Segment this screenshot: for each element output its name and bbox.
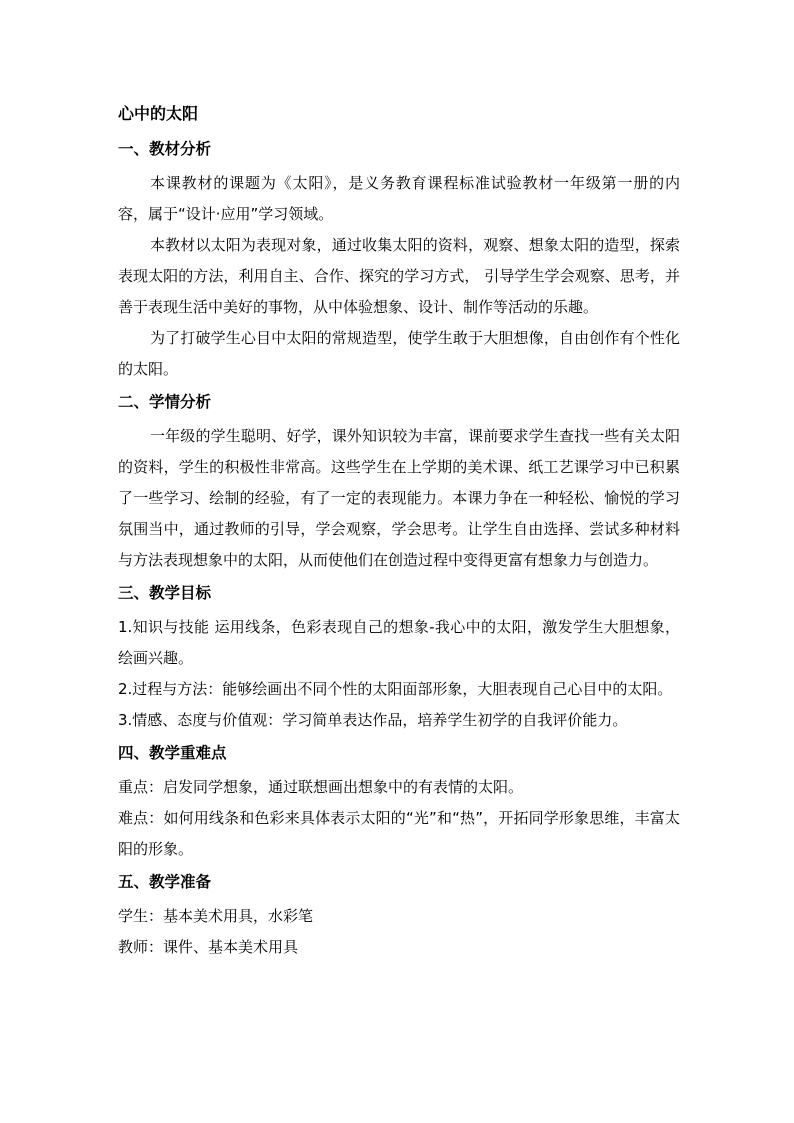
document-title: 心中的太阳	[118, 104, 199, 123]
section-heading-textbook-analysis: 一、教材分析	[118, 140, 212, 158]
paragraph: 3.情感、态度与价值观：学习简单表达作品，培养学生初学的自我评价能力。	[118, 711, 628, 729]
paragraph: 为了打破学生心目中太阳的常规造型，使学生敢于大胆想像，自由创作有个性化的太阳。	[118, 329, 680, 378]
paragraph: 一年级的学生聪明、好学，课外知识较为丰富，课前要求学生查找一些有关太阳的资料，学生的积极性非常高。这些学生在上学期的美术课、纸工艺课学习中已积累了一些学习、绘制的经验，有了一定的表现能力。本课力争在一种轻松、愉悦的学习氛围当中，通过教师的引导，学会观察，学会思考。让学生自由选择、尝试多种材料与方法表现想象中的太阳，从而使他们在创造过程中变得更富有想象力与创造力。	[118, 427, 680, 569]
paragraph: 重点：启发同学想象，通过联想画出想象中的有表情的太阳。	[118, 778, 524, 796]
document-page	[118, 100, 680, 963]
section-heading-key-points: 四、教学重难点	[118, 744, 227, 762]
paragraph: 本课教材的课题为《太阳》，是义务教育课程标准试验教材一年级第一册的内容，属于“设计·应用”学习领域。	[118, 174, 680, 223]
section-heading-student-analysis: 二、学情分析	[118, 393, 212, 411]
paragraph: 学生：基本美术用具，水彩笔	[118, 907, 314, 925]
paragraph: 教师：课件、基本美术用具	[118, 938, 299, 956]
section-heading-teaching-goals: 三、教学目标	[118, 584, 212, 602]
paragraph: 难点：如何用线条和色彩来具体表示太阳的“光”和“热”，开拓同学形象思维，丰富太阳的形象。	[118, 809, 680, 858]
paragraph: 1.知识与技能 运用线条，色彩表现自己的想象-我心中的太阳，激发学生大胆想象，绘画兴趣。	[118, 618, 680, 667]
section-heading-preparation: 五、教学准备	[118, 873, 212, 891]
paragraph: 本教材以太阳为表现对象，通过收集太阳的资料，观察、想象太阳的造型，探索表现太阳的方法，利用自主、合作、探究的学习方式， 引导学生学会观察、思考，并善于表现生活中美好的事物，从中体验想象、设计、制作等活动的乐趣。	[118, 236, 680, 316]
paragraph: 2.过程与方法：能够绘画出不同个性的太阳面部形象，大胆表现自己心目中的太阳。	[118, 680, 673, 698]
